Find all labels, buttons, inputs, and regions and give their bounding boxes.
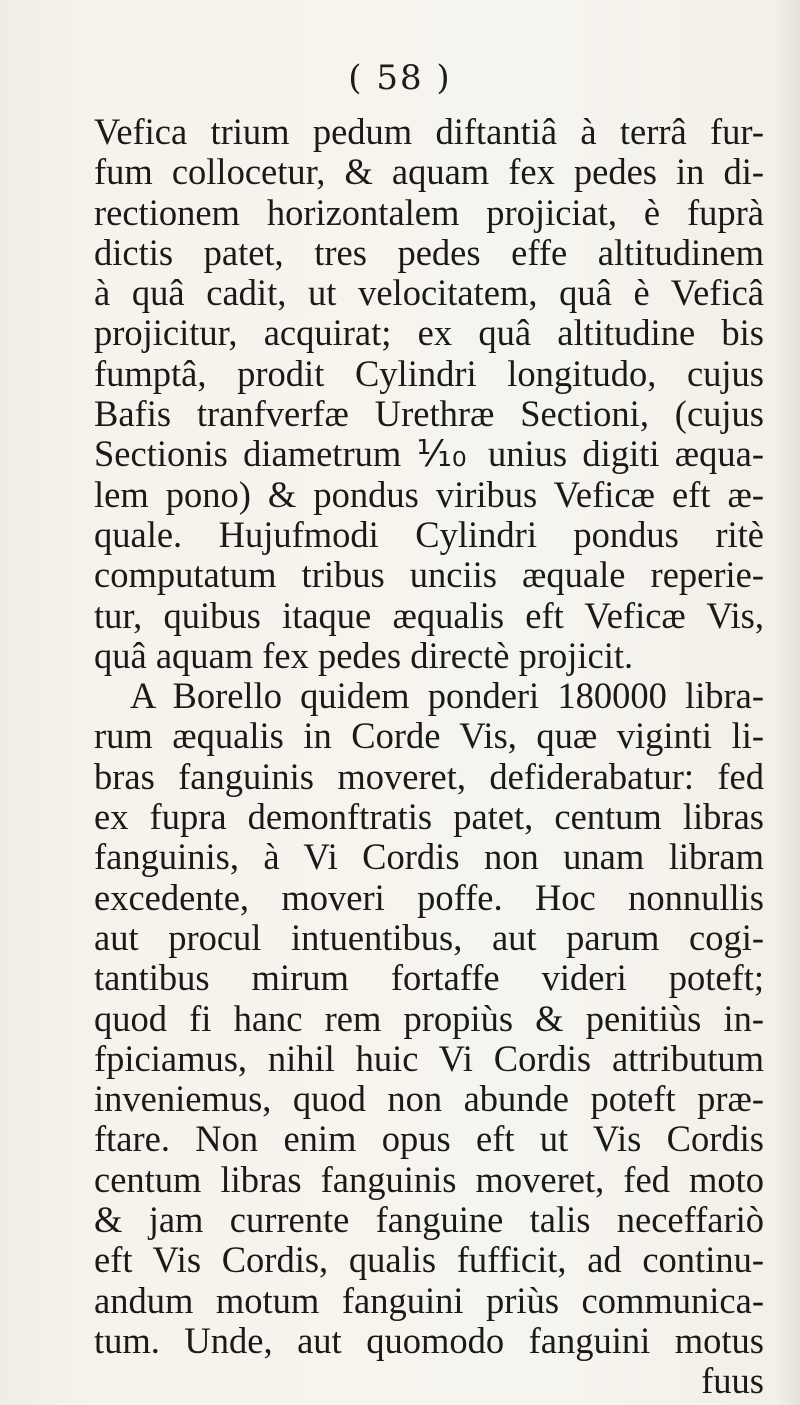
text-line: fpiciamus, nihil huic Vi Cordis attributum: [94, 1038, 764, 1079]
text-line: tantibus mirum fortaffe videri poteft;: [94, 958, 764, 999]
text-line: fum collocetur, & aquam fex pedes in di-: [94, 152, 764, 193]
text-line: quâ aquam fex pedes directè projicit.: [94, 635, 634, 676]
text-line: eft Vis Cordis, qualis fufficit, ad continu-: [94, 1240, 764, 1281]
text-line: dictis patet, tres pedes effe altitudinem: [94, 232, 764, 273]
text-line: tum. Unde, aut quomodo fanguini motus: [94, 1320, 764, 1361]
page-edge-shadow: [776, 0, 800, 1405]
body-text: [94, 112, 764, 1402]
catchword: fuus: [701, 1361, 764, 1402]
text-line: rum æqualis in Corde Vis, quæ viginti li-: [94, 716, 764, 757]
text-line: fanguinis, à Vi Cordis non unam libram: [94, 837, 764, 878]
page-number: ( 58 ): [348, 58, 452, 98]
text-line: tur, quibus itaque æqualis eft Veficæ Vis,: [94, 595, 764, 636]
text-line: à quâ cadit, ut velocitatem, quâ è Veficâ: [94, 273, 764, 314]
text-line: rectionem horizontalem projiciat, è fuprà: [94, 192, 764, 233]
text-line: quale. Hujufmodi Cylindri pondus ritè: [94, 514, 764, 555]
text-line: Sectionis diametrum ⅒ unius digiti æqua-: [94, 434, 764, 475]
text-line: A Borello quidem ponderi 180000 libra-: [130, 676, 764, 717]
text-line: bras fanguinis moveret, defiderabatur: fed: [94, 756, 764, 797]
text-line: andum motum fanguini priùs communica-: [94, 1280, 764, 1321]
text-line: & jam currente fanguine talis neceffariò: [94, 1200, 764, 1241]
text-line: excedente, moveri poffe. Hoc nonnullis: [94, 877, 764, 918]
text-line: Bafis tranfverfæ Urethræ Sectioni, (cujus: [94, 394, 764, 435]
text-line: projicitur, acquirat; ex quâ altitudine bis: [94, 313, 764, 354]
text-line: quod fi hanc rem propiùs & penitiùs in-: [94, 998, 764, 1039]
text-line: ex fupra demonftratis patet, centum libras: [94, 797, 764, 838]
text-line: ftare. Non enim opus eft ut Vis Cordis: [94, 1119, 764, 1160]
text-line: Vefica trium pedum diftantiâ à terrâ fur-: [94, 112, 764, 152]
text-line: centum libras fanguinis moveret, fed moto: [94, 1159, 764, 1200]
text-line: fumptâ, prodit Cylindri longitudo, cujus: [94, 353, 764, 394]
text-line: computatum tribus unciis æquale reperie-: [94, 555, 764, 596]
text-line: inveniemus, quod non abunde poteft præ-: [94, 1079, 764, 1120]
text-line: aut procul intuentibus, aut parum cogi-: [94, 917, 764, 958]
text-line: lem pono) & pondus viribus Veficæ eft æ-: [94, 474, 764, 515]
